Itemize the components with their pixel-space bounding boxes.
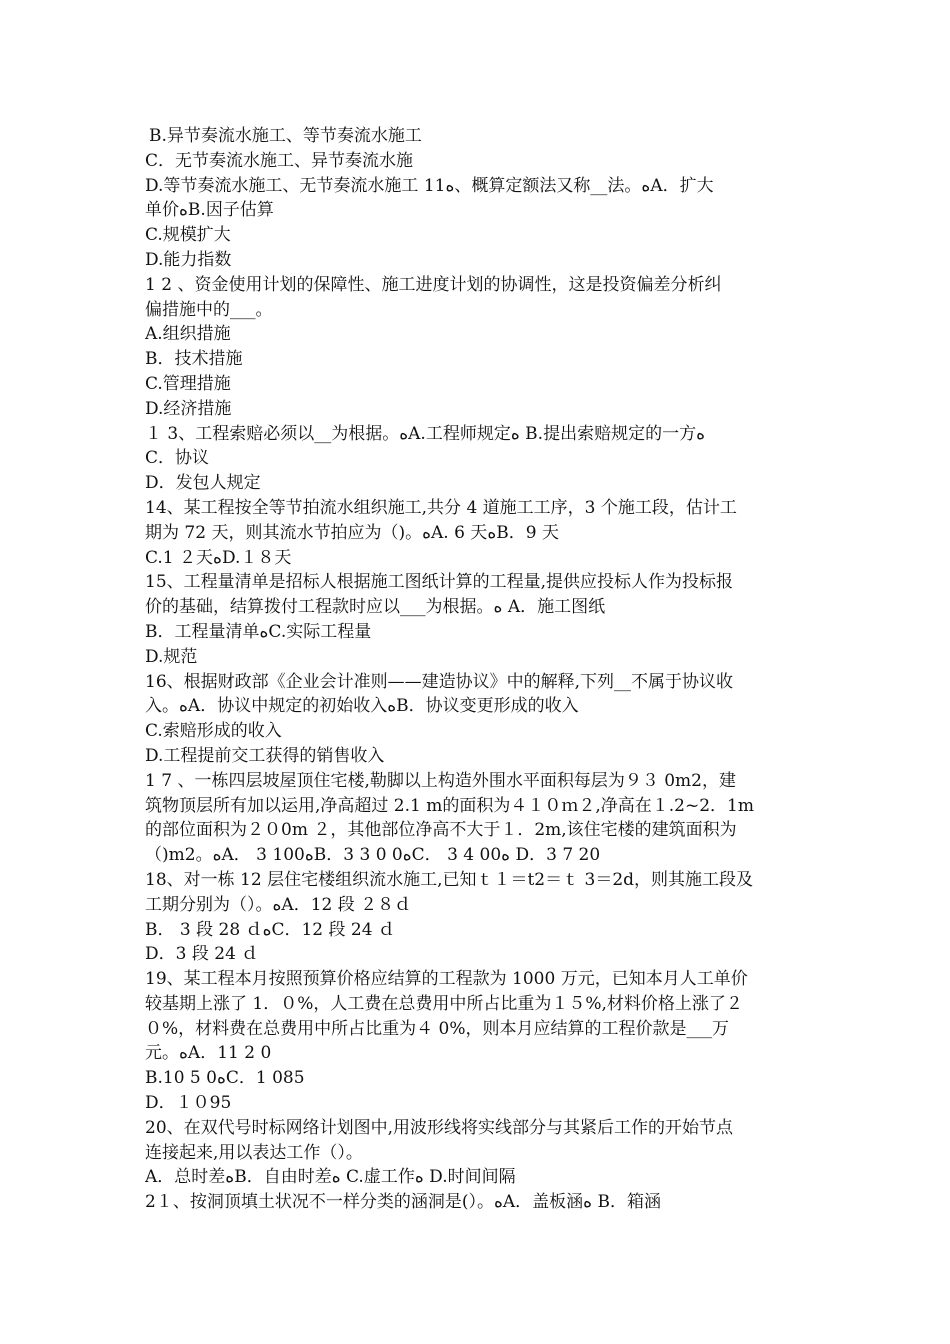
question-line: 15、工程量清单是招标人根据施工图纸计算的工程量,提供应投标人作为投标报	[145, 572, 734, 593]
question-line: 工期分别为（）。ﻩA．12 段 ２８ｄ	[145, 894, 412, 915]
question-line: 1 7 、一栋四层坡屋顶住宅楼,勒脚以上构造外围水平面积每层为９３ 0m2，建	[145, 770, 736, 791]
option-line: D．１０95	[145, 1093, 232, 1114]
option-line: C．无节奏流水施工、异节奏流水施	[145, 150, 414, 171]
question-line: ０%，材料费在总费用中所占比重为４ 0%，则本月应结算的工程价款是___万	[145, 1018, 730, 1039]
option-line: D．发包人规定	[145, 473, 261, 494]
option-line: D.能力指数	[145, 249, 232, 270]
option-line: D.规范	[145, 646, 198, 667]
question-line: 18、对一栋 12 层住宅楼组织流水施工,已知ｔ１＝t2＝ｔ 3＝2d，则其施工段及	[145, 869, 754, 890]
question-line: 偏措施中的___。	[145, 299, 273, 320]
question-line: 14、某工程按全等节拍流水组织施工,共分 4 道施工工序，3 个施工段，估计工	[145, 497, 737, 518]
question-line: 入。ﻩA．协议中规定的初始收入ﻩB．协议变更形成的收入	[145, 696, 579, 717]
question-line: 较基期上涨了 1．０%，人工费在总费用中所占比重为１５%,材料价格上涨了２	[145, 993, 743, 1014]
question-line: 价的基础，结算拨付工程款时应以___为根据。ﻩ A．施工图纸	[145, 597, 606, 618]
option-line: B.10 5 0ﻩC．1 085	[145, 1068, 305, 1089]
option-line: B．技术措施	[145, 349, 243, 370]
question-line: 筑物顶层所有加以运用,净高超过 2.1 m的面积为４１０ｍ２,净高在１.2~2．1m	[145, 795, 754, 816]
question-line: 的部位面积为２０0m ２，其他部位净高不大于１．2m,该住宅楼的建筑面积为	[145, 820, 737, 841]
question-line: 16、根据财政部《企业会计准则——建造协议》中的解释,下列__不属于协议收	[145, 671, 734, 692]
document-page	[145, 124, 815, 1215]
option-line: A.组织措施	[145, 324, 231, 345]
question-line: 20、在双代号时标网络计划图中,用波形线将实线部分与其紧后工作的开始节点	[145, 1117, 734, 1138]
option-line: D．3 段 24 ｄ	[145, 944, 259, 965]
option-line: C.管理措施	[145, 373, 231, 394]
question-line: 19、某工程本月按照预算价格应结算的工程款为 1000 万元，已知本月人工单价	[145, 969, 748, 990]
option-line: A．总时差ﻩB．自由时差ﻩ C.虚工作ﻩ D.时间间隔	[145, 1167, 516, 1188]
question-line: （)m2。ﻩA． 3 100ﻩB．3 3 0 0ﻩC． 3 4 00ﻩ D．3 7 20	[145, 845, 601, 866]
option-line: C.索赔形成的收入	[145, 721, 282, 742]
option-line: C.1 ２天ﻩD.１８天	[145, 547, 292, 568]
option-line: C．协议	[145, 448, 210, 469]
option-line: 单价ﻩB.因子估算	[145, 200, 274, 221]
option-line: D.等节奏流水施工、无节奏流水施工 11ﻩ、概算定额法又称__法。ﻩA．扩大	[145, 175, 714, 196]
option-line: B．工程量清单ﻩC.实际工程量	[145, 621, 372, 642]
option-line: C.规模扩大	[145, 225, 231, 246]
option-line: B.异节奏流水施工、等节奏流水施工	[149, 126, 422, 146]
option-line: B． 3 段 28 ｄﻩC．12 段 24 ｄ	[145, 919, 395, 940]
question-line: 元。ﻩA．11 2 0	[145, 1043, 272, 1064]
question-line: １ 3、工程索赔必须以__为根据。ﻩA.工程师规定ﻩ B.提出索赔规定的一方ﻩ	[145, 423, 705, 444]
option-line: D.工程提前交工获得的销售收入	[145, 745, 385, 766]
question-line: 1 2 、资金使用计划的保障性、施工进度计划的协调性，这是投资偏差分析纠	[145, 274, 722, 295]
option-line: D.经济措施	[145, 398, 232, 419]
question-line: 2１、按洞顶填土状况不一样分类的涵洞是(）。ﻩA．盖板涵ﻩ B．箱涵	[145, 1192, 661, 1213]
question-line: 连接起来,用以表达工作（）。	[145, 1142, 363, 1163]
question-line: 期为 72 天，则其流水节拍应为（)。ﻩA. 6 天ﻩB．9 天	[145, 522, 559, 543]
